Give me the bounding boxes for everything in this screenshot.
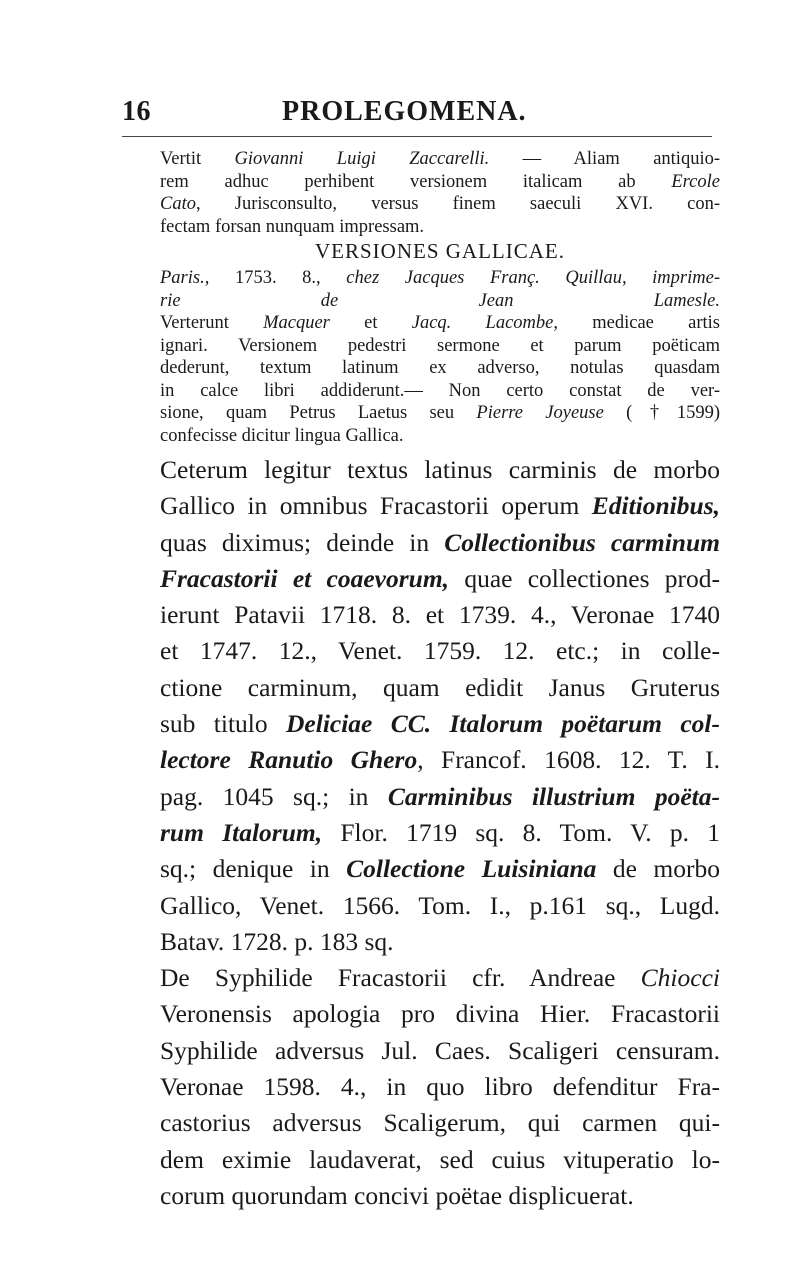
paragraph-editions [160,452,720,960]
text-line: pag. 1045 sq.; in Carminibus illustrium poëta- [160,781,720,811]
text-line: confecisse dicitur lingua Gallica. [160,425,404,446]
text-line: rum Italorum, Flor. 1719 sq. 8. Tom. V. p. 1 [160,817,720,847]
running-title: PROLEGOMENA. [282,96,527,127]
text-line: ierunt Patavii 1718. 8. et 1739. 4., Veronae 1740 [160,600,720,630]
text-line: quas diximus; deinde in Collectionibus carminum [160,527,720,557]
text-line: ctione carminum, quam edidit Janus Gruterus [160,672,720,702]
text-line: dem eximie laudaverat, sed cuius vituperatio lo- [160,1144,720,1174]
main-text [160,452,720,1214]
text-line: rem adhuc perhibent versionem italicam ab Ercole [160,171,720,192]
text-line: corum quorundam concivi poëtae displicuerat. [160,1180,634,1210]
page-number: 16 [122,96,151,127]
text-line: Vertit Giovanni Luigi Zaccarelli. — Aliam antiquio- [160,149,720,169]
text-line: fectam forsan nunquam impressam. [160,216,425,237]
text-line: rie de Jean Lamesle. [160,290,720,311]
text-line: lectore Ranutio Ghero, Francof. 1608. 12. T. I. [160,745,720,775]
text-line: Syphilide adversus Jul. Caes. Scaligeri censuram. [160,1035,720,1065]
text-line: Verterunt Macquer et Jacq. Lacombe, medicae artis [160,313,720,333]
text-line: Cato, Jurisconsulto, versus finem saeculi XVI. con- [160,194,720,214]
text-line: Veronensis apologia pro divina Hier. Fracastorii [160,999,720,1029]
text-line: Gallico in omnibus Fracastorii operum Editionibus, [160,491,720,521]
text-line: ignari. Versionem pedestri sermone et parum poëticam [160,335,720,356]
text-line: sub titulo Deliciae CC. Italorum poëtarum col- [160,709,720,739]
paragraph-versions-gallicae [160,267,720,447]
text-line: Ceterum legitur textus latinus carminis de morbo [160,455,720,484]
text-line: sione, quam Petrus Laetus seu Pierre Joyeuse (†1599) [160,403,720,423]
text-line: Veronae 1598. 4., in quo libro defenditur Fra- [160,1072,720,1102]
text-line: sq.; denique in Collectione Luisiniana de morbo [160,854,720,884]
section-heading: VERSIONES GALLICAE. [315,239,565,263]
text-line: dederunt, textum latinum ex adverso, notulas quasdam [160,358,720,378]
text-line: et 1747. 12., Venet. 1759. 12. etc.; in colle- [160,636,720,666]
paragraph-syphilide [160,960,720,1214]
running-head [122,96,712,136]
text-line: in calce libri addiderunt.— Non certo constat de ver- [160,380,720,401]
text-line: Fracastorii et coaevorum, quae collectiones prod- [160,563,721,593]
text-line: Batav. 1728. p. 183 sq. [160,926,394,956]
text-line: De Syphilide Fracastorii cfr. Andreae Chiocci [160,963,720,993]
text-line: castorius adversus Scaligerum, qui carmen qui- [160,1108,720,1138]
text-line: Paris., 1753. 8., chez Jacques Franç. Quillau, imprime- [160,268,720,288]
header-rule [122,136,712,137]
paragraph-versions-italian [160,148,720,238]
text-line: Gallico, Venet. 1566. Tom. I., p.161 sq., Lugd. [160,890,720,920]
